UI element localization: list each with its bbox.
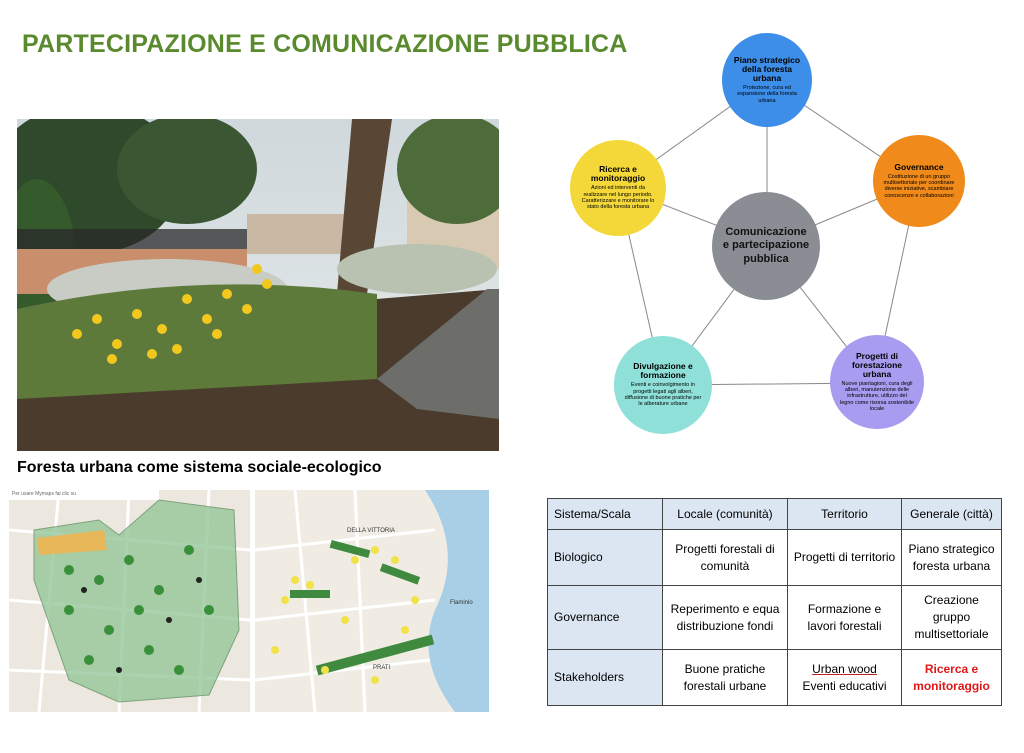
node-ricerca-monitoraggio (570, 140, 666, 236)
node-title: Divulgazione e formazione (633, 361, 693, 381)
table-cell: Creazione gruppo multisettoriale (902, 586, 1002, 650)
table-cell: Reperimento e equa distribuzione fondi (663, 586, 788, 650)
center-node-label: Comunicazione e partecipazione pubblica (722, 226, 810, 265)
table-cell-line: Urban wood (812, 661, 877, 676)
node-divulgazione (614, 336, 712, 434)
node-desc: Eventi e coinvolgimento in progetti legati agli alberi, diffusione di buone pratiche per le alberature urbane (624, 382, 702, 408)
table-cell: Piano strategico foresta urbana (902, 530, 1002, 586)
photo-caption: Foresta urbana come sistema sociale-ecologico (17, 459, 382, 476)
row-label: Biologico (548, 530, 663, 586)
node-governance (873, 135, 965, 227)
table-header: Generale (città) (902, 499, 1002, 530)
map-neighborhood-right[interactable] (255, 490, 489, 712)
node-desc: Costituzione di un gruppo multisettoriale per coordinare diverse iniziative, scambiare conoscenze e collaborazioni (883, 173, 955, 199)
node-title: Piano strategico della foresta urbana (733, 55, 801, 83)
table-cell: Formazione e lavori forestali (788, 586, 902, 650)
table-row (548, 586, 1002, 650)
garden-photo-illustration (17, 119, 499, 451)
slide-title: PARTECIPAZIONE E COMUNICAZIONE PUBBLICA (22, 30, 628, 58)
table-cell-highlight: Ricerca e monitoraggio (902, 650, 1002, 706)
node-title: Progetti di forestazione urbana (851, 350, 903, 379)
node-desc: Nuove piantagioni, cura degli alberi, manutenzione delle infrastrutture, utilizzo del legno come risorsa sostenibile locale (840, 380, 914, 412)
node-desc: Azioni ed interventi da realizzare nel lungo periodo. Caratterizzare e monitorare lo stato della foresta urbana (581, 185, 655, 211)
diagram-center-node (712, 192, 820, 300)
table-cell: Progetti forestali di comunità (663, 530, 788, 586)
map-label-prati: PRATI (373, 665, 391, 671)
map-left-illustration (9, 490, 250, 712)
node-title: Governance (894, 161, 944, 172)
row-label: Stakeholders (548, 650, 663, 706)
table-cell: Buone pratiche forestali urbane (663, 650, 788, 706)
system-scale-table (547, 498, 1002, 706)
node-desc: Protezione, cura ed espansione della foresta urbana (737, 84, 797, 104)
row-label: Governance (548, 586, 663, 650)
table-header-row (548, 499, 1002, 530)
node-progetti-forestazione (830, 335, 924, 429)
table-header: Territorio (788, 499, 902, 530)
map-neighborhood-left[interactable] (9, 490, 250, 712)
table-cell-line: Eventi educativi (802, 678, 887, 693)
node-piano-strategico (722, 33, 812, 127)
node-title: Ricerca e monitoraggio (590, 164, 646, 184)
table-cell: Progetti di territorio (788, 530, 902, 586)
pentagon-diagram (555, 30, 1015, 440)
table-row (548, 650, 1002, 706)
table-header: Locale (comunità) (663, 499, 788, 530)
map-label-flaminio: Flaminio (450, 600, 473, 606)
garden-photo (17, 119, 499, 451)
table-cell (788, 650, 902, 706)
map-label-vittoria: DELLA VITTORIA (347, 528, 395, 534)
map-attribution: Per usare Mymaps fai clic su (12, 491, 76, 497)
table-header: Sistema/Scala (548, 499, 663, 530)
table-row (548, 530, 1002, 586)
